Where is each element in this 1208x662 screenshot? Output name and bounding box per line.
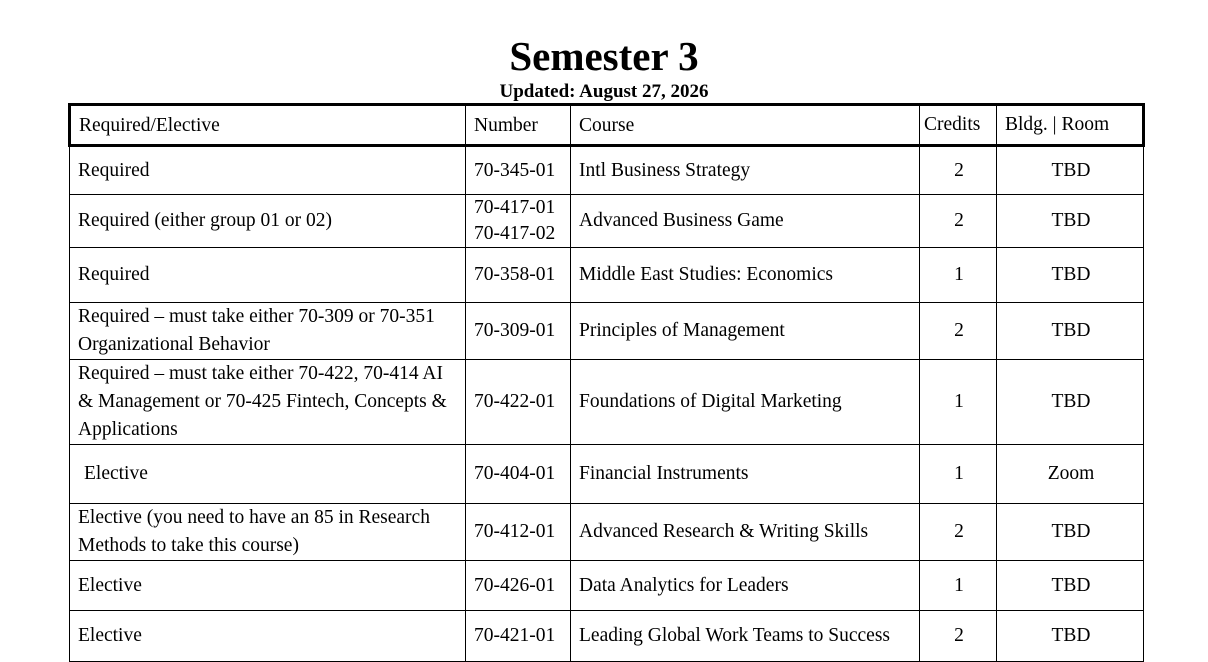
cell-room: TBD (997, 611, 1144, 662)
cell-number (466, 611, 571, 662)
cell-credits: 2 (920, 195, 997, 248)
cell-credits: 2 (920, 611, 997, 662)
course-number: 70-404-01 (474, 463, 556, 484)
cell-number (466, 195, 571, 248)
page-title: Semester 3 (509, 33, 699, 79)
course-number: 70-421-01 (474, 625, 556, 646)
cell-type: Required (70, 248, 466, 303)
cell-number (466, 445, 571, 504)
cell-type: Elective (you need to have an 85 in Research Methods to take this course) (70, 504, 466, 561)
table-header (70, 105, 1144, 146)
header-room: Bldg. | Room (997, 105, 1144, 146)
table-row (70, 504, 1144, 561)
header-number: Number (466, 105, 571, 146)
cell-course: Foundations of Digital Marketing (571, 360, 920, 445)
cell-type: Required – must take either 70-422, 70-414 AI & Management or 70-425 Fintech, Concepts & Applications (70, 360, 466, 445)
cell-number (466, 360, 571, 445)
cell-room: TBD (997, 561, 1144, 611)
cell-type: Elective (70, 611, 466, 662)
table-row (70, 248, 1144, 303)
updated-date: Updated: August 27, 2026 (499, 81, 709, 102)
course-table (68, 103, 1145, 662)
header-required-elective: Required/Elective (70, 105, 466, 146)
cell-course: Principles of Management (571, 303, 920, 360)
course-number: 70-422-01 (474, 391, 556, 412)
course-number: 70-345-01 (474, 159, 556, 181)
course-number: 70-417-02 (474, 223, 556, 244)
cell-room: TBD (997, 146, 1144, 195)
course-number: 70-358-01 (474, 264, 556, 285)
cell-course: Advanced Research & Writing Skills (571, 504, 920, 561)
table-row (70, 360, 1144, 445)
cell-credits: 1 (920, 561, 997, 611)
cell-course (571, 611, 920, 662)
cell-number (466, 561, 571, 611)
course-number: 70-426-01 (474, 574, 556, 596)
cell-type: Required (70, 146, 466, 195)
table-row (70, 445, 1144, 504)
table-row (70, 146, 1144, 195)
course-number: 70-412-01 (474, 521, 556, 542)
header-row (70, 105, 1144, 146)
table-body (70, 146, 1144, 662)
table-row (70, 195, 1144, 248)
cell-room: TBD (997, 303, 1144, 360)
cell-credits: 2 (920, 146, 997, 195)
cell-credits: 2 (920, 303, 997, 360)
header-credits: Credits (920, 105, 997, 146)
header-course: Course (571, 105, 920, 146)
cell-type: Elective (70, 445, 466, 504)
table-row (70, 561, 1144, 611)
cell-course: Middle East Studies: Economics (571, 248, 920, 303)
cell-room: TBD (997, 248, 1144, 303)
table-row (70, 303, 1144, 360)
cell-type: Required – must take either 70-309 or 70-351 Organizational Behavior (70, 303, 466, 360)
cell-room: Zoom (997, 445, 1144, 504)
cell-room: TBD (997, 195, 1144, 248)
table-row (70, 611, 1144, 662)
cell-credits: 1 (920, 445, 997, 504)
cell-number (466, 504, 571, 561)
cell-credits: 2 (920, 504, 997, 561)
cell-course: Advanced Business Game (571, 195, 920, 248)
cell-type: Elective (70, 561, 466, 611)
cell-number (466, 146, 571, 195)
cell-room: TBD (997, 360, 1144, 445)
cell-course: Financial Instruments (571, 445, 920, 504)
cell-number (466, 303, 571, 360)
cell-credits: 1 (920, 360, 997, 445)
cell-course: Data Analytics for Leaders (571, 561, 920, 611)
course-title: Leading Global Work Teams to Success (579, 625, 890, 646)
cell-room: TBD (997, 504, 1144, 561)
course-number: 70-309-01 (474, 320, 556, 341)
cell-number (466, 248, 571, 303)
cell-course: Intl Business Strategy (571, 146, 920, 195)
cell-credits: 1 (920, 248, 997, 303)
course-number: 70-417-01 (474, 197, 556, 218)
cell-type: Required (either group 01 or 02) (70, 195, 466, 248)
